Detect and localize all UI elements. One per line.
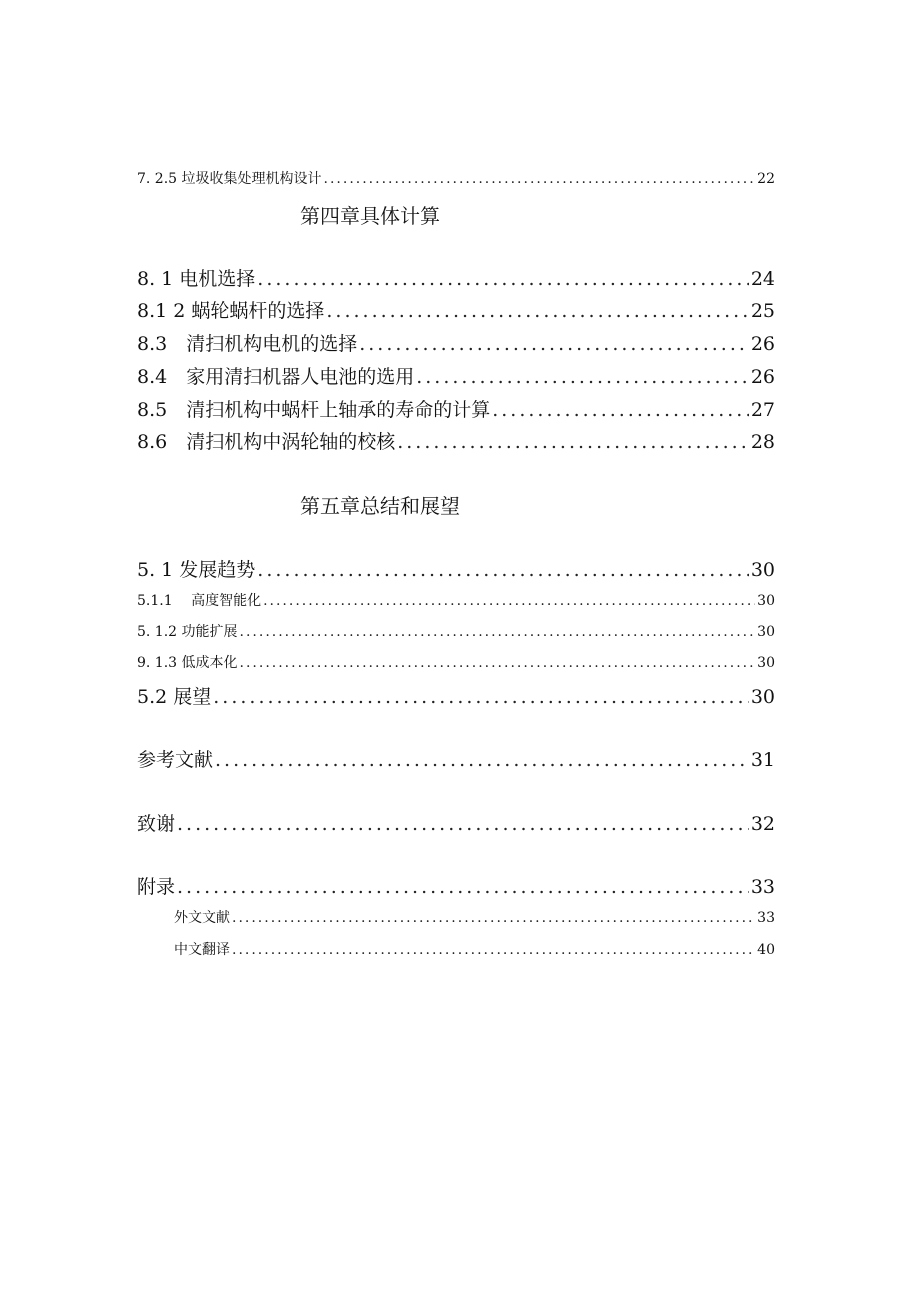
- toc-entry-label: 外文文献: [174, 910, 230, 926]
- toc-entry: [137, 682, 775, 709]
- toc-entry: [137, 872, 775, 899]
- leader-dots: [359, 333, 749, 355]
- toc-entry-page: 22: [757, 171, 775, 187]
- toc-entry-label: 8.5 清扫机构中蜗杆上轴承的寿命的计算: [137, 399, 491, 421]
- leader-dots: [257, 559, 749, 581]
- toc-entry: [137, 745, 775, 772]
- leader-dots: [257, 268, 749, 290]
- toc-entry: [137, 168, 775, 188]
- toc-entry-label: 9. 1.3 低成本化: [137, 655, 238, 671]
- toc-entry-label: 5.2 展望: [137, 686, 212, 708]
- toc-entry: [137, 809, 775, 836]
- toc-entry: [137, 329, 775, 356]
- toc-entry-label: 8.1 2 蜗轮蜗杆的选择: [137, 300, 325, 322]
- toc-entry-label: 7. 2.5 垃圾收集处理机构设计: [137, 171, 322, 187]
- leader-dots: [177, 876, 749, 898]
- leader-dots: [324, 171, 756, 187]
- leader-dots: [326, 300, 748, 322]
- toc-entry-page: 30: [750, 686, 775, 708]
- toc-entry-page: 27: [750, 399, 775, 421]
- toc-entry-label: 5. 1 发展趋势: [137, 559, 256, 581]
- toc-entry-page: 30: [757, 624, 775, 640]
- toc-entry: [174, 907, 775, 927]
- toc-entry-page: 33: [750, 876, 775, 898]
- toc-entry-page: 30: [750, 559, 775, 581]
- toc-entry-page: 30: [757, 593, 775, 609]
- toc-entry-label: 附录: [137, 876, 176, 898]
- leader-dots: [177, 813, 749, 835]
- toc-entry-page: 26: [750, 366, 775, 388]
- toc-entry-page: 28: [750, 431, 775, 453]
- toc-entry: [137, 590, 775, 610]
- leader-dots: [213, 686, 749, 708]
- toc-entry: [137, 652, 775, 672]
- toc-entry-label: 8.6 清扫机构中涡轮轴的校核: [137, 431, 396, 453]
- toc-entry-label: 致谢: [137, 813, 176, 835]
- leader-dots: [397, 431, 749, 453]
- toc-entry-page: 30: [757, 655, 775, 671]
- toc-entry: [137, 395, 775, 422]
- toc-entry-page: 33: [757, 910, 775, 926]
- toc-entry-page: 32: [750, 813, 775, 835]
- leader-dots: [232, 942, 755, 958]
- toc-entry-page: 24: [750, 268, 775, 290]
- toc-entry: [174, 939, 775, 959]
- toc-entry-page: 40: [757, 942, 775, 958]
- toc-entry: [137, 264, 775, 291]
- toc-entry: [137, 621, 775, 641]
- chapter-heading: 第四章具体计算: [300, 204, 440, 228]
- toc-entry: [137, 555, 775, 582]
- leader-dots: [263, 593, 755, 609]
- toc-entry-page: 25: [750, 300, 775, 322]
- toc-entry-label: 8.4 家用清扫机器人电池的选用: [137, 366, 415, 388]
- leader-dots: [232, 910, 755, 926]
- toc-entry-page: 26: [750, 333, 775, 355]
- toc-entry-label: 8. 1 电机选择: [137, 268, 256, 290]
- toc-entry-label: 8.3 清扫机构电机的选择: [137, 333, 358, 355]
- leader-dots: [416, 366, 749, 388]
- toc-entry-label: 中文翻译: [174, 942, 230, 958]
- toc-entry-label: 参考文献: [137, 749, 214, 771]
- toc-entry: [137, 296, 775, 323]
- leader-dots: [492, 399, 749, 421]
- chapter-heading: 第五章总结和展望: [300, 494, 460, 518]
- leader-dots: [240, 655, 756, 671]
- toc-entry-label: 5.1.1 高度智能化: [137, 593, 262, 609]
- toc-entry-label: 5. 1.2 功能扩展: [137, 624, 238, 640]
- leader-dots: [215, 749, 749, 771]
- toc-entry: [137, 427, 775, 454]
- toc-entry: [137, 362, 775, 389]
- leader-dots: [240, 624, 756, 640]
- toc-entry-page: 31: [750, 749, 775, 771]
